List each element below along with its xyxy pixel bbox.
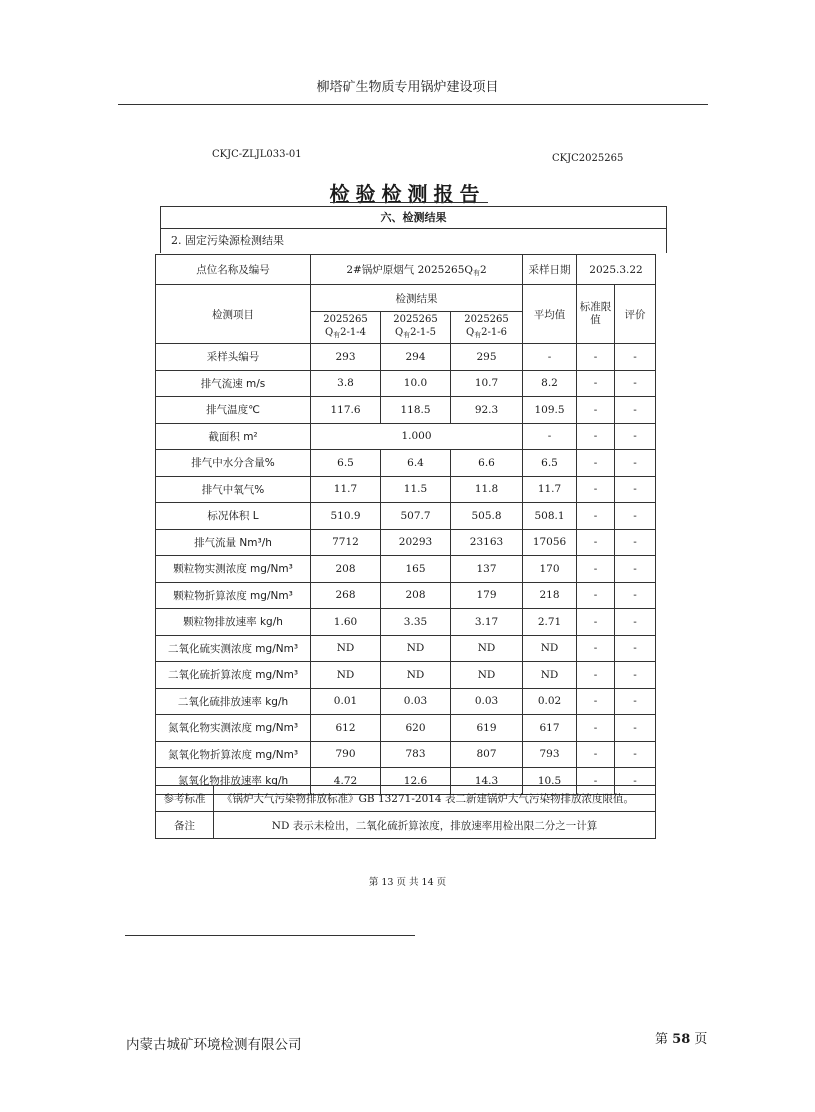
- title-underline: [330, 202, 488, 203]
- value-cell: 0.03: [381, 688, 451, 715]
- average-cell: 508.1: [523, 503, 577, 530]
- value-cell: 12.6: [381, 768, 451, 795]
- evaluation-cell: -: [615, 344, 656, 371]
- value-cell: 6.5: [311, 450, 381, 477]
- limit-cell: -: [577, 609, 615, 636]
- average-cell: 218: [523, 582, 577, 609]
- limit-cell: -: [577, 688, 615, 715]
- value-cell: 3.8: [311, 370, 381, 397]
- document-code: CKJC-ZLJL033-01: [212, 149, 302, 160]
- evaluation-cell: -: [615, 741, 656, 768]
- average-column-header: 平均值: [523, 285, 577, 344]
- item-cell: 颗粒物折算浓度 mg/Nm³: [156, 582, 311, 609]
- page-number: 第 58 页: [655, 1032, 708, 1047]
- average-cell: 0.02: [523, 688, 577, 715]
- value-cell: 790: [311, 741, 381, 768]
- table-row: [156, 476, 656, 503]
- value-cell: 294: [381, 344, 451, 371]
- item-cell: 采样头编号: [156, 344, 311, 371]
- value-cell: 20293: [381, 529, 451, 556]
- average-cell: -: [523, 423, 577, 450]
- sample-column-header: 2025265 $Q_有2-1-5$: [381, 312, 451, 344]
- report-title: 检验检测报告: [329, 182, 486, 206]
- reference-label: 参考标准: [156, 786, 214, 812]
- evaluation-cell: -: [615, 582, 656, 609]
- header-row-1: [156, 285, 656, 312]
- table-row: [156, 397, 656, 424]
- limit-cell: -: [577, 450, 615, 477]
- evaluation-cell: -: [615, 503, 656, 530]
- value-cell: 11.7: [311, 476, 381, 503]
- value-cell: 1.60: [311, 609, 381, 636]
- item-cell: 二氧化硫实测浓度 mg/Nm³: [156, 635, 311, 662]
- value-cell: 619: [451, 715, 523, 742]
- report-code: CKJC2025265: [552, 153, 624, 164]
- evaluation-cell: -: [615, 370, 656, 397]
- value-cell: ND: [381, 662, 451, 689]
- average-cell: 793: [523, 741, 577, 768]
- table-row: [156, 423, 656, 450]
- site-value: 2#锅炉原烟气 $2025265Q_有2$: [311, 255, 523, 285]
- average-cell: 170: [523, 556, 577, 583]
- evaluation-cell: -: [615, 688, 656, 715]
- value-cell: 23163: [451, 529, 523, 556]
- item-cell: 二氧化硫折算浓度 mg/Nm³: [156, 662, 311, 689]
- value-cell: 117.6: [311, 397, 381, 424]
- table-row: [156, 715, 656, 742]
- average-cell: 11.7: [523, 476, 577, 503]
- value-cell: 510.9: [311, 503, 381, 530]
- value-cell: ND: [311, 635, 381, 662]
- table-row: [156, 503, 656, 530]
- value-cell: 3.17: [451, 609, 523, 636]
- value-cell: 0.01: [311, 688, 381, 715]
- evaluation-cell: -: [615, 609, 656, 636]
- average-cell: 2.71: [523, 609, 577, 636]
- limit-cell: -: [577, 556, 615, 583]
- sampling-date-value: 2025.3.22: [577, 255, 656, 285]
- value-cell: 783: [381, 741, 451, 768]
- evaluation-cell: -: [615, 662, 656, 689]
- value-cell: 10.0: [381, 370, 451, 397]
- item-cell: 颗粒物实测浓度 mg/Nm³: [156, 556, 311, 583]
- value-cell: 268: [311, 582, 381, 609]
- average-cell: 10.5: [523, 768, 577, 795]
- remarks-label: 备注: [156, 812, 214, 839]
- table-row: [156, 741, 656, 768]
- table-row: [156, 529, 656, 556]
- item-cell: 截面积 m²: [156, 423, 311, 450]
- average-cell: -: [523, 344, 577, 371]
- value-cell: 3.35: [381, 609, 451, 636]
- average-cell: 8.2: [523, 370, 577, 397]
- evaluation-column-header: 评价: [615, 285, 656, 344]
- subsection-title: 2. 固定污染源检测结果: [160, 228, 667, 253]
- item-cell: 排气中水分含量%: [156, 450, 311, 477]
- value-cell: 620: [381, 715, 451, 742]
- value-cell: 6.6: [451, 450, 523, 477]
- value-cell: 612: [311, 715, 381, 742]
- evaluation-cell: -: [615, 397, 656, 424]
- table-row: [156, 582, 656, 609]
- limit-cell: -: [577, 715, 615, 742]
- item-cell: 氮氧化物排放速率 kg/h: [156, 768, 311, 795]
- average-cell: 109.5: [523, 397, 577, 424]
- limit-cell: -: [577, 741, 615, 768]
- evaluation-cell: -: [615, 476, 656, 503]
- item-cell: 排气流量 Nm³/h: [156, 529, 311, 556]
- table-row: [156, 635, 656, 662]
- evaluation-cell: -: [615, 529, 656, 556]
- evaluation-cell: -: [615, 768, 656, 795]
- limit-cell: -: [577, 582, 615, 609]
- limit-cell: -: [577, 370, 615, 397]
- value-cell: 505.8: [451, 503, 523, 530]
- value-cell: 11.5: [381, 476, 451, 503]
- limit-cell: -: [577, 635, 615, 662]
- evaluation-cell: -: [615, 423, 656, 450]
- limit-cell: -: [577, 529, 615, 556]
- value-cell: 4.72: [311, 768, 381, 795]
- average-cell: 6.5: [523, 450, 577, 477]
- value-cell: ND: [311, 662, 381, 689]
- value-cell: 208: [311, 556, 381, 583]
- table-row: [156, 688, 656, 715]
- value-cell: ND: [451, 662, 523, 689]
- item-cell: 标况体积 L: [156, 503, 311, 530]
- footer-divider: [125, 935, 415, 936]
- item-cell: 排气温度℃: [156, 397, 311, 424]
- value-cell: 7712: [311, 529, 381, 556]
- site-label: 点位名称及编号: [156, 255, 311, 285]
- value-cell: 208: [381, 582, 451, 609]
- evaluation-cell: -: [615, 715, 656, 742]
- average-cell: ND: [523, 635, 577, 662]
- value-cell: 293: [311, 344, 381, 371]
- limit-cell: -: [577, 423, 615, 450]
- evaluation-cell: -: [615, 635, 656, 662]
- value-cell: ND: [451, 635, 523, 662]
- table-row: [156, 450, 656, 477]
- value-cell: 295: [451, 344, 523, 371]
- reference-row: [156, 786, 656, 812]
- value-cell: ND: [381, 635, 451, 662]
- table-row: [156, 556, 656, 583]
- value-cell: 92.3: [451, 397, 523, 424]
- table-row: [156, 370, 656, 397]
- item-cell: 颗粒物排放速率 kg/h: [156, 609, 311, 636]
- value-cell: 165: [381, 556, 451, 583]
- limit-cell: -: [577, 397, 615, 424]
- reference-table: [155, 785, 656, 839]
- item-cell: 氮氧化物实测浓度 mg/Nm³: [156, 715, 311, 742]
- results-column-header: 检测结果: [311, 285, 523, 312]
- average-cell: ND: [523, 662, 577, 689]
- section-title: 六、检测结果: [160, 206, 667, 229]
- evaluation-cell: -: [615, 450, 656, 477]
- table-row: [156, 662, 656, 689]
- average-cell: 17056: [523, 529, 577, 556]
- value-cell: 807: [451, 741, 523, 768]
- header-divider: [118, 104, 708, 105]
- value-cell: 11.8: [451, 476, 523, 503]
- table-row: [156, 609, 656, 636]
- average-cell: 617: [523, 715, 577, 742]
- item-cell: 二氧化硫排放速率 kg/h: [156, 688, 311, 715]
- evaluation-cell: -: [615, 556, 656, 583]
- limit-cell: -: [577, 344, 615, 371]
- item-column-header: 检测项目: [156, 285, 311, 344]
- item-cell: 排气流速 m/s: [156, 370, 311, 397]
- value-cell: 0.03: [451, 688, 523, 715]
- sample-column-header: 2025265 $Q_有2-1-6$: [451, 312, 523, 344]
- value-cell: 118.5: [381, 397, 451, 424]
- value-cell: 6.4: [381, 450, 451, 477]
- item-cell: 氮氧化物折算浓度 mg/Nm³: [156, 741, 311, 768]
- merged-value-cell: 1.000: [311, 423, 523, 450]
- sample-column-header: 2025265 $Q_有2-1-4$: [311, 312, 381, 344]
- remarks-row: [156, 812, 656, 839]
- limit-cell: -: [577, 503, 615, 530]
- limit-column-header: 标准限值: [577, 285, 615, 344]
- limit-cell: -: [577, 768, 615, 795]
- table-row: [156, 344, 656, 371]
- reference-text: 《锅炉大气污染物排放标准》GB 13271-2014 表二新建锅炉大气污染物排放浓度限值。: [214, 786, 656, 812]
- value-cell: 14.3: [451, 768, 523, 795]
- limit-cell: -: [577, 662, 615, 689]
- company-name: 内蒙古城矿环境检测有限公司: [126, 1037, 302, 1053]
- project-header-title: 柳塔矿生物质专用锅炉建设项目: [316, 80, 499, 95]
- page-of-total: 第 13 页 共 14 页: [368, 877, 447, 888]
- site-row: [156, 255, 656, 285]
- remarks-text: ND 表示未检出，二氧化硫折算浓度，排放速率用检出限二分之一计算: [214, 812, 656, 839]
- value-cell: 10.7: [451, 370, 523, 397]
- item-cell: 排气中氧气%: [156, 476, 311, 503]
- value-cell: 179: [451, 582, 523, 609]
- value-cell: 507.7: [381, 503, 451, 530]
- results-table: [155, 254, 656, 795]
- limit-cell: -: [577, 476, 615, 503]
- value-cell: 137: [451, 556, 523, 583]
- sampling-date-label: 采样日期: [523, 255, 577, 285]
